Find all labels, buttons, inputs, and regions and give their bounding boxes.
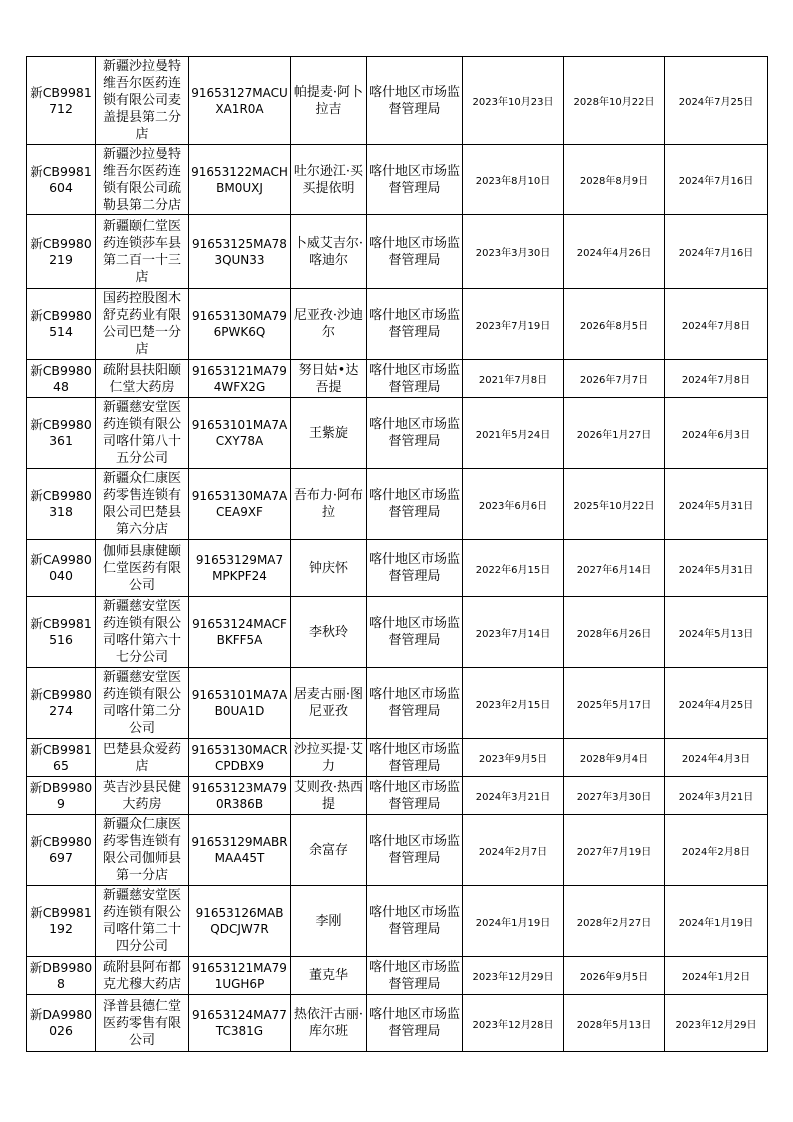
table-row [27, 995, 768, 1052]
credit-code-cell: 91653130MACRCPDBX9 [189, 739, 291, 777]
inspection-date-cell: 2024年5月31日 [665, 469, 768, 540]
table-row [27, 215, 768, 289]
expiry-date-cell: 2025年5月17日 [564, 668, 665, 739]
legal-person-cell: 李刚 [291, 886, 367, 957]
credit-code-cell: 91653126MABQDCJW7R [189, 886, 291, 957]
credit-code-cell: 91653121MA791UGH6P [189, 957, 291, 995]
table-body [27, 57, 768, 1052]
credit-code-cell: 91653124MACFBKFF5A [189, 597, 291, 668]
license-number-cell: 新CB9980318 [27, 469, 96, 540]
company-name-cell: 疏附县阿布都克尤穆大药店 [96, 957, 189, 995]
credit-code-cell: 91653129MA7MPKPF24 [189, 540, 291, 597]
issue-date-cell: 2023年12月29日 [463, 957, 564, 995]
issuing-authority-cell: 喀什地区市场监督管理局 [367, 777, 463, 815]
issue-date-cell: 2023年6月6日 [463, 469, 564, 540]
issuing-authority-cell: 喀什地区市场监督管理局 [367, 360, 463, 398]
expiry-date-cell: 2026年1月27日 [564, 398, 665, 469]
inspection-date-cell: 2024年7月8日 [665, 289, 768, 360]
license-number-cell: 新CB998048 [27, 360, 96, 398]
table-row [27, 886, 768, 957]
license-number-cell: 新DB99808 [27, 957, 96, 995]
issue-date-cell: 2023年9月5日 [463, 739, 564, 777]
expiry-date-cell: 2026年9月5日 [564, 957, 665, 995]
inspection-date-cell: 2024年3月21日 [665, 777, 768, 815]
legal-person-cell: 吐尔逊江·买买提依明 [291, 145, 367, 215]
inspection-date-cell: 2024年5月31日 [665, 540, 768, 597]
table-row [27, 668, 768, 739]
credit-code-cell: 91653123MA790R386B [189, 777, 291, 815]
credit-code-cell: 91653129MABRMAA45T [189, 815, 291, 886]
company-name-cell: 新疆慈安堂医药连锁有限公司喀什第二十四分公司 [96, 886, 189, 957]
issuing-authority-cell: 喀什地区市场监督管理局 [367, 57, 463, 145]
issue-date-cell: 2023年10月23日 [463, 57, 564, 145]
issuing-authority-cell: 喀什地区市场监督管理局 [367, 886, 463, 957]
company-name-cell: 新疆众仁康医药零售连锁有限公司伽师县第一分店 [96, 815, 189, 886]
legal-person-cell: 钟庆怀 [291, 540, 367, 597]
table-row [27, 145, 768, 215]
company-name-cell: 英吉沙县民健大药房 [96, 777, 189, 815]
legal-person-cell: 居麦古丽·图尼亚孜 [291, 668, 367, 739]
company-name-cell: 疏附县扶阳颐仁堂大药房 [96, 360, 189, 398]
credit-code-cell: 91653121MA794WFX2G [189, 360, 291, 398]
issuing-authority-cell: 喀什地区市场监督管理局 [367, 469, 463, 540]
license-number-cell: 新DB99809 [27, 777, 96, 815]
credit-code-cell: 91653130MA796PWK6Q [189, 289, 291, 360]
issue-date-cell: 2023年2月15日 [463, 668, 564, 739]
legal-person-cell: 卜威艾吉尔·喀迪尔 [291, 215, 367, 289]
table-row [27, 815, 768, 886]
license-number-cell: 新DA9980026 [27, 995, 96, 1052]
issuing-authority-cell: 喀什地区市场监督管理局 [367, 995, 463, 1052]
inspection-date-cell: 2024年4月3日 [665, 739, 768, 777]
company-name-cell: 新疆沙拉曼特维吾尔医药连锁有限公司麦盖提县第二分店 [96, 57, 189, 145]
company-name-cell: 巴楚县众爱药店 [96, 739, 189, 777]
inspection-date-cell: 2024年4月25日 [665, 668, 768, 739]
legal-person-cell: 帕提麦·阿卜拉吉 [291, 57, 367, 145]
issuing-authority-cell: 喀什地区市场监督管理局 [367, 540, 463, 597]
issue-date-cell: 2023年3月30日 [463, 215, 564, 289]
company-name-cell: 伽师县康健颐仁堂医药有限公司 [96, 540, 189, 597]
legal-person-cell: 李秋玲 [291, 597, 367, 668]
credit-code-cell: 91653101MA7ACXY78A [189, 398, 291, 469]
expiry-date-cell: 2026年8月5日 [564, 289, 665, 360]
expiry-date-cell: 2028年8月9日 [564, 145, 665, 215]
license-number-cell: 新CB9980219 [27, 215, 96, 289]
expiry-date-cell: 2028年6月26日 [564, 597, 665, 668]
license-number-cell: 新CB998165 [27, 739, 96, 777]
table-row [27, 360, 768, 398]
license-number-cell: 新CB9981516 [27, 597, 96, 668]
credit-code-cell: 91653125MA783QUN33 [189, 215, 291, 289]
issuing-authority-cell: 喀什地区市场监督管理局 [367, 815, 463, 886]
issue-date-cell: 2023年12月28日 [463, 995, 564, 1052]
inspection-date-cell: 2024年1月19日 [665, 886, 768, 957]
issue-date-cell: 2024年3月21日 [463, 777, 564, 815]
company-name-cell: 新疆慈安堂医药连锁有限公司喀什第六十七分公司 [96, 597, 189, 668]
license-number-cell: 新CB9981604 [27, 145, 96, 215]
inspection-date-cell: 2024年7月16日 [665, 145, 768, 215]
issuing-authority-cell: 喀什地区市场监督管理局 [367, 957, 463, 995]
issuing-authority-cell: 喀什地区市场监督管理局 [367, 597, 463, 668]
company-name-cell: 新疆慈安堂医药连锁有限公司喀什第二分公司 [96, 668, 189, 739]
inspection-date-cell: 2024年7月25日 [665, 57, 768, 145]
expiry-date-cell: 2025年10月22日 [564, 469, 665, 540]
issuing-authority-cell: 喀什地区市场监督管理局 [367, 145, 463, 215]
company-name-cell: 新疆慈安堂医药连锁有限公司喀什第八十五分公司 [96, 398, 189, 469]
inspection-date-cell: 2023年12月29日 [665, 995, 768, 1052]
issuing-authority-cell: 喀什地区市场监督管理局 [367, 215, 463, 289]
expiry-date-cell: 2028年10月22日 [564, 57, 665, 145]
issuing-authority-cell: 喀什地区市场监督管理局 [367, 398, 463, 469]
legal-person-cell: 沙拉买提·艾力 [291, 739, 367, 777]
expiry-date-cell: 2027年6月14日 [564, 540, 665, 597]
table-row [27, 398, 768, 469]
table-row [27, 777, 768, 815]
company-name-cell: 新疆沙拉曼特维吾尔医药连锁有限公司疏勒县第二分店 [96, 145, 189, 215]
table-row [27, 540, 768, 597]
credit-code-cell: 91653122MACHBM0UXJ [189, 145, 291, 215]
issue-date-cell: 2021年7月8日 [463, 360, 564, 398]
table-row [27, 289, 768, 360]
issue-date-cell: 2023年8月10日 [463, 145, 564, 215]
company-name-cell: 国药控股图木舒克药业有限公司巴楚一分店 [96, 289, 189, 360]
table-row [27, 57, 768, 145]
table-row [27, 469, 768, 540]
table-row [27, 739, 768, 777]
license-number-cell: 新CB9980697 [27, 815, 96, 886]
issue-date-cell: 2022年6月15日 [463, 540, 564, 597]
credit-code-cell: 91653127MACUXA1R0A [189, 57, 291, 145]
credit-code-cell: 91653130MA7ACEA9XF [189, 469, 291, 540]
license-number-cell: 新CB9980274 [27, 668, 96, 739]
license-number-cell: 新CB9981712 [27, 57, 96, 145]
legal-person-cell: 余富存 [291, 815, 367, 886]
issue-date-cell: 2023年7月14日 [463, 597, 564, 668]
expiry-date-cell: 2024年4月26日 [564, 215, 665, 289]
inspection-date-cell: 2024年7月8日 [665, 360, 768, 398]
company-name-cell: 泽普县德仁堂医药零售有限公司 [96, 995, 189, 1052]
license-table [26, 56, 768, 1052]
legal-person-cell: 尼亚孜·沙迪尔 [291, 289, 367, 360]
credit-code-cell: 91653101MA7AB0UA1D [189, 668, 291, 739]
expiry-date-cell: 2028年9月4日 [564, 739, 665, 777]
license-number-cell: 新CB9980514 [27, 289, 96, 360]
inspection-date-cell: 2024年1月2日 [665, 957, 768, 995]
expiry-date-cell: 2027年7月19日 [564, 815, 665, 886]
expiry-date-cell: 2027年3月30日 [564, 777, 665, 815]
legal-person-cell: 吾布力·阿布拉 [291, 469, 367, 540]
company-name-cell: 新疆颐仁堂医药连锁莎车县第二百一十三店 [96, 215, 189, 289]
credit-code-cell: 91653124MA77TC381G [189, 995, 291, 1052]
company-name-cell: 新疆众仁康医药零售连锁有限公司巴楚县第六分店 [96, 469, 189, 540]
inspection-date-cell: 2024年5月13日 [665, 597, 768, 668]
license-number-cell: 新CB9980361 [27, 398, 96, 469]
license-number-cell: 新CA9980040 [27, 540, 96, 597]
expiry-date-cell: 2028年5月13日 [564, 995, 665, 1052]
legal-person-cell: 王紫旋 [291, 398, 367, 469]
issue-date-cell: 2023年7月19日 [463, 289, 564, 360]
issuing-authority-cell: 喀什地区市场监督管理局 [367, 739, 463, 777]
table-row [27, 957, 768, 995]
inspection-date-cell: 2024年6月3日 [665, 398, 768, 469]
issue-date-cell: 2024年1月19日 [463, 886, 564, 957]
legal-person-cell: 董克华 [291, 957, 367, 995]
legal-person-cell: 艾则孜·热西提 [291, 777, 367, 815]
table-row [27, 597, 768, 668]
inspection-date-cell: 2024年2月8日 [665, 815, 768, 886]
expiry-date-cell: 2028年2月27日 [564, 886, 665, 957]
inspection-date-cell: 2024年7月16日 [665, 215, 768, 289]
legal-person-cell: 努日姑•达吾提 [291, 360, 367, 398]
issue-date-cell: 2021年5月24日 [463, 398, 564, 469]
legal-person-cell: 热依汗古丽·库尔班 [291, 995, 367, 1052]
expiry-date-cell: 2026年7月7日 [564, 360, 665, 398]
issuing-authority-cell: 喀什地区市场监督管理局 [367, 289, 463, 360]
issue-date-cell: 2024年2月7日 [463, 815, 564, 886]
issuing-authority-cell: 喀什地区市场监督管理局 [367, 668, 463, 739]
license-number-cell: 新CB9981192 [27, 886, 96, 957]
